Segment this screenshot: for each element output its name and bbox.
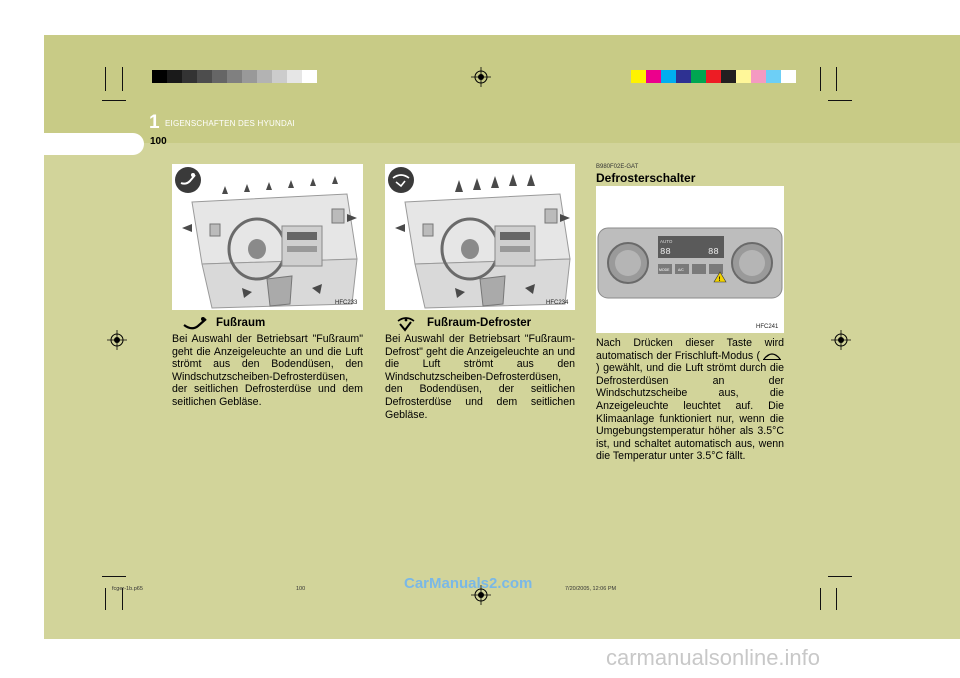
crop-mark <box>102 100 126 101</box>
section-heading: Defrosterschalter <box>596 171 696 185</box>
panel-ac-label: A/C <box>678 268 684 272</box>
crop-mark <box>122 67 123 91</box>
panel-mode-label: MODE <box>659 268 670 272</box>
page-number: 100 <box>150 136 167 147</box>
color-swatch <box>197 70 212 83</box>
color-swatch <box>182 70 197 83</box>
color-swatch <box>781 70 796 83</box>
color-swatch <box>257 70 272 83</box>
climate-panel-figure <box>596 186 784 333</box>
registration-mark-icon <box>471 67 491 87</box>
crop-mark <box>828 576 852 577</box>
manual-page <box>44 35 960 639</box>
registration-mark-icon <box>107 330 127 350</box>
floor-defrost-mode-icon <box>396 315 416 333</box>
color-swatch <box>212 70 227 83</box>
fresh-air-icon <box>760 350 784 361</box>
section-heading: Fußraum <box>216 317 266 329</box>
color-swatch <box>152 70 167 83</box>
panel-temp-left: 88 <box>660 247 671 257</box>
figure-code: HFC234 <box>546 300 569 306</box>
body-text <box>596 337 784 463</box>
chapter-number: 1 <box>149 112 160 133</box>
body-text: Bei Auswahl der Betriebsart "Fußraum" geht die Anzeigeleuchte an und die Luft strömt aus den Bodendüsen, den Windschutzscheiben-Defrosterdüsen, der seitlichen Defrosterdüse und dem seitlichen Gebläse. <box>172 333 363 408</box>
color-swatch <box>227 70 242 83</box>
color-swatch <box>242 70 257 83</box>
color-swatch <box>706 70 721 83</box>
crop-mark <box>102 576 126 577</box>
watermark-carmanuals: CarManuals2.com <box>404 575 533 592</box>
svg-text:!: ! <box>718 277 721 283</box>
page-number-tab <box>44 133 144 155</box>
color-bar <box>631 70 796 83</box>
color-swatch <box>766 70 781 83</box>
footer-page: 100 <box>296 586 306 592</box>
color-swatch <box>751 70 766 83</box>
figure-code: HFC241 <box>756 324 779 330</box>
crop-mark <box>105 588 106 610</box>
registration-mark-icon <box>831 330 851 350</box>
color-swatch <box>302 70 317 83</box>
body-text-part1: Nach Drücken dieser Taste wird automatisch der Frischluft-Modus ( <box>596 337 784 362</box>
floor-mode-icon <box>182 316 210 332</box>
chapter-title: EIGENSCHAFTEN DES HYUNDAI <box>165 119 295 128</box>
color-swatch <box>272 70 287 83</box>
color-swatch <box>691 70 706 83</box>
section-code: B980F02E-GAT <box>596 164 639 170</box>
body-text: Bei Auswahl der Betriebsart "Fußraum-Defrost" geht die Anzeigeleuchte an und die Luft strömt aus den Windschutzscheiben-Defrosterdüsen, den Bodendüsen, der seitlichen Defrosterdüse und dem seitlichen Gebläse. <box>385 333 575 421</box>
color-swatch <box>631 70 646 83</box>
color-swatch <box>287 70 302 83</box>
watermark-site: carmanualsonline.info <box>606 645 821 670</box>
crop-mark <box>820 588 821 610</box>
dashboard-floor-defrost-figure <box>385 164 575 310</box>
crop-mark <box>828 100 852 101</box>
footer-file: fcger-1b.p65 <box>112 586 143 592</box>
gray-color-bar <box>152 70 317 83</box>
figure-code: HFC233 <box>335 300 358 306</box>
section-heading: Fußraum-Defroster <box>427 317 532 329</box>
crop-mark <box>820 67 821 91</box>
color-swatch <box>646 70 661 83</box>
color-swatch <box>736 70 751 83</box>
color-swatch <box>661 70 676 83</box>
color-swatch <box>676 70 691 83</box>
crop-mark <box>836 67 837 91</box>
crop-mark <box>836 588 837 610</box>
crop-mark <box>105 67 106 91</box>
color-swatch <box>167 70 182 83</box>
panel-auto-label: AUTO <box>660 239 673 244</box>
dashboard-floor-figure <box>172 164 363 310</box>
footer-date: 7/20/2005, 12:06 PM <box>565 586 617 592</box>
body-text-part2: ) gewählt, und die Luft strömt durch die Defrosterdüsen an der Windschutzscheibe aus, die Anzeigeleuchte leuchtet auf. Die Klimaanlage funktioniert nur, wenn die Umgebungstemperatur höher als 3.5°C ist, und schaltet automatisch aus, wenn die Temperatur unter 3.5°C fällt. <box>596 362 784 463</box>
color-swatch <box>721 70 736 83</box>
panel-temp-right: 88 <box>708 247 719 257</box>
